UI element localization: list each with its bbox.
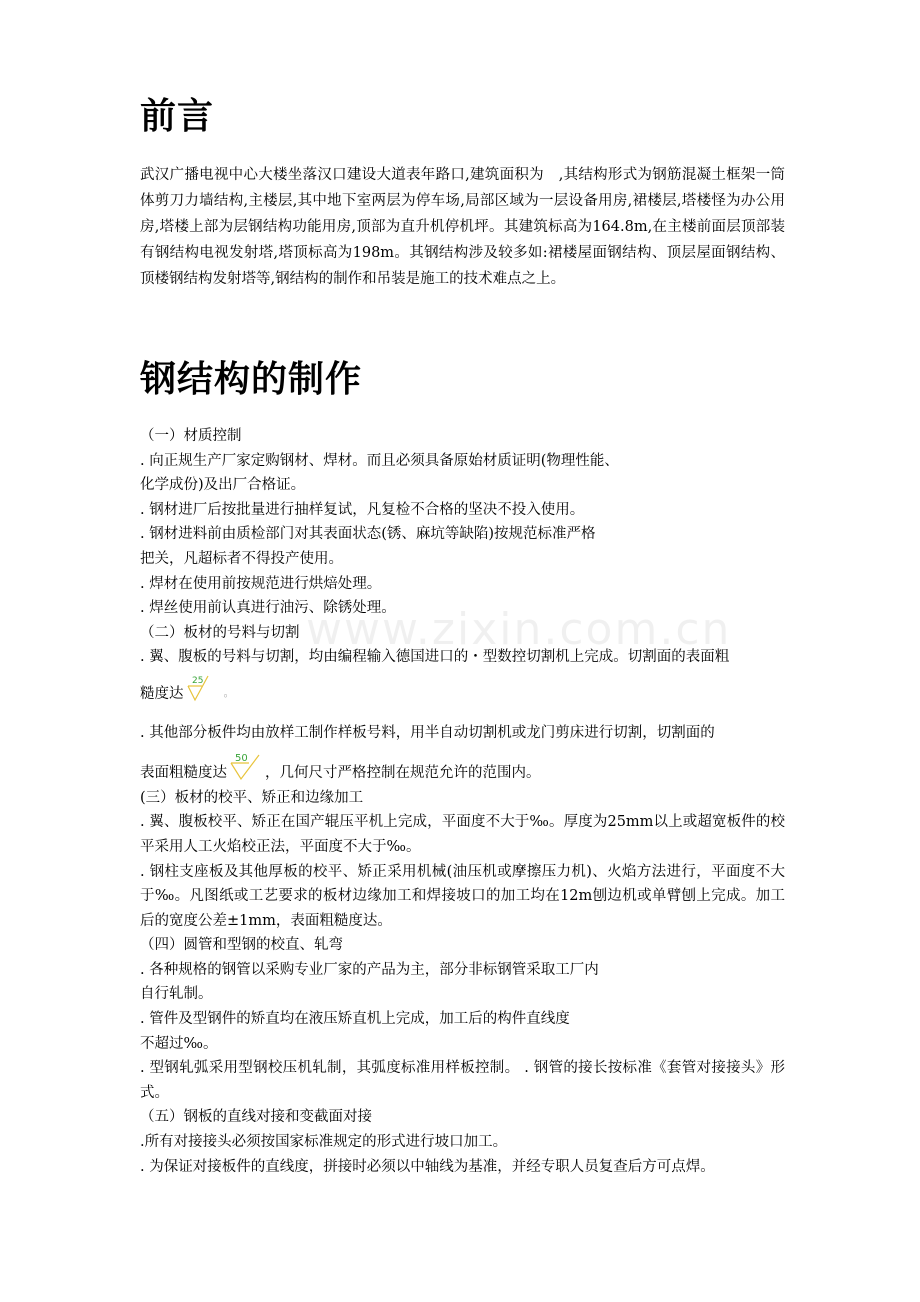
roughness-label-2: 表面粗糙度达	[140, 765, 227, 782]
list-item-continued: 把关，凡超标者不得投产使用。	[140, 550, 343, 567]
list-item: . 翼、腹板校平、矫正在国产辊压平机上完成，平面度不大于‰。厚度为25mm以上或超宽板件的校平采用人工火焰校正法，平面度不大于‰。	[140, 814, 785, 855]
roughness-value-2: 50	[235, 753, 248, 765]
list-item-continued	[140, 753, 785, 786]
list-item-continued: 自行轧制。	[140, 986, 213, 1003]
roughness-label-1: 糙度达	[140, 685, 184, 702]
subheading-butt-joints: （五）钢板的直线对接和变截面对接	[140, 1109, 372, 1126]
list-item: . 钢柱支座板及其他厚板的校平、矫正采用机械(油压机或摩擦压力机)、火焰方法进行，平面度不大于‰。凡图纸或工艺要求的板材边缘加工和焊接坡口的加工均在12m刨边机或单臂刨上完成。加工后的宽度公差±1mm，表面粗糙度达。	[140, 863, 785, 929]
roughness-symbol-icon	[229, 753, 263, 783]
subheading-plate-cutting: （二）板材的号料与切割	[140, 624, 300, 641]
list-item: . 钢材进厂后按批量进行抽样复试，凡复检不合格的坚决不投入使用。	[140, 501, 585, 518]
list-item: . 焊丝使用前认真进行油污、除锈处理。	[140, 600, 396, 617]
list-item: . 管件及型钢件的矫直均在液压矫直机上完成，加工后的构件直线度	[140, 1011, 570, 1028]
roughness-tail: ，几何尺寸严格控制在规范允许的范围内。	[265, 765, 541, 782]
subheading-material-control: （一）材质控制	[140, 428, 242, 444]
heading-preface: 前言	[140, 96, 215, 137]
list-item: . 钢材进料前由质检部门对其表面状态(锈、麻坑等缺陷)按规范标准严格	[140, 526, 596, 543]
list-item: . 翼、腹板的号料与切割，均由编程输入德国进口的・型数控切割机上完成。切割面的表面粗	[140, 649, 730, 666]
trailing-dot: 。	[223, 685, 235, 699]
heading-steel-fabrication: 钢结构的制作	[140, 359, 363, 400]
watermark: www.zixin.com.cn	[306, 604, 732, 655]
list-item: . 其他部分板件均由放样工制作样板号料，用半自动切割机或龙门剪床进行切割，切割面的	[140, 724, 715, 741]
intro-section	[140, 162, 785, 292]
list-item: . 为保证对接板件的直线度，拼接时必须以中轴线为基准，并经专职人员复查后方可点焊。	[140, 1158, 715, 1175]
subheading-pipe-straightening: （四）圆管和型钢的校直、轧弯	[140, 937, 343, 954]
subheading-leveling: (三）板材的校平、矫正和边缘加工	[140, 789, 364, 806]
list-item: . 型钢轧弧采用型钢校压机轧制，其弧度标准用样板控制。 . 钢管的接长按标准《套管对接接头》形式。	[140, 1060, 785, 1101]
list-item-continued	[140, 675, 785, 707]
list-item: . 向正规生产厂家定购钢材、焊材。而且必须具备原始材质证明(物理性能、	[140, 452, 619, 469]
intro-paragraph: 武汉广播电视中心大楼坐落汉口建设大道表年路口,建筑面积为 ,其结构形式为钢筋混凝土框架一筒体剪刀力墙结构,主楼层,其中地下室两层为停车场,局部区域为一层设备用房,裙楼层,塔楼怪为办公用房,塔楼上部为层钢结构功能用房,顶部为直升机停机坪。其建筑标高为164.8m,在主楼前面层顶部装有钢结构电视发射塔,塔顶标高为198m。其钢结构涉及较多如:裙楼屋面钢结构、顶层屋面钢结构、顶楼钢结构发射塔等,钢结构的制作和吊装是施工的技术难点之上。	[140, 167, 785, 287]
list-item-continued: 化学成份)及出厂合格证。	[140, 477, 306, 494]
roughness-symbol-icon	[186, 675, 212, 704]
list-item: . 焊材在使用前按规范进行烘焙处理。	[140, 575, 382, 592]
roughness-value-1: 25	[191, 675, 203, 686]
fabrication-body	[140, 424, 785, 1179]
list-item-continued: 不超过‰。	[140, 1035, 218, 1052]
list-item: .所有对接接头必须按国家标准规定的形式进行坡口加工。	[140, 1134, 508, 1151]
list-item: . 各种规格的钢管以采购专业厂家的产品为主，部分非标钢管采取工厂内	[140, 961, 599, 978]
